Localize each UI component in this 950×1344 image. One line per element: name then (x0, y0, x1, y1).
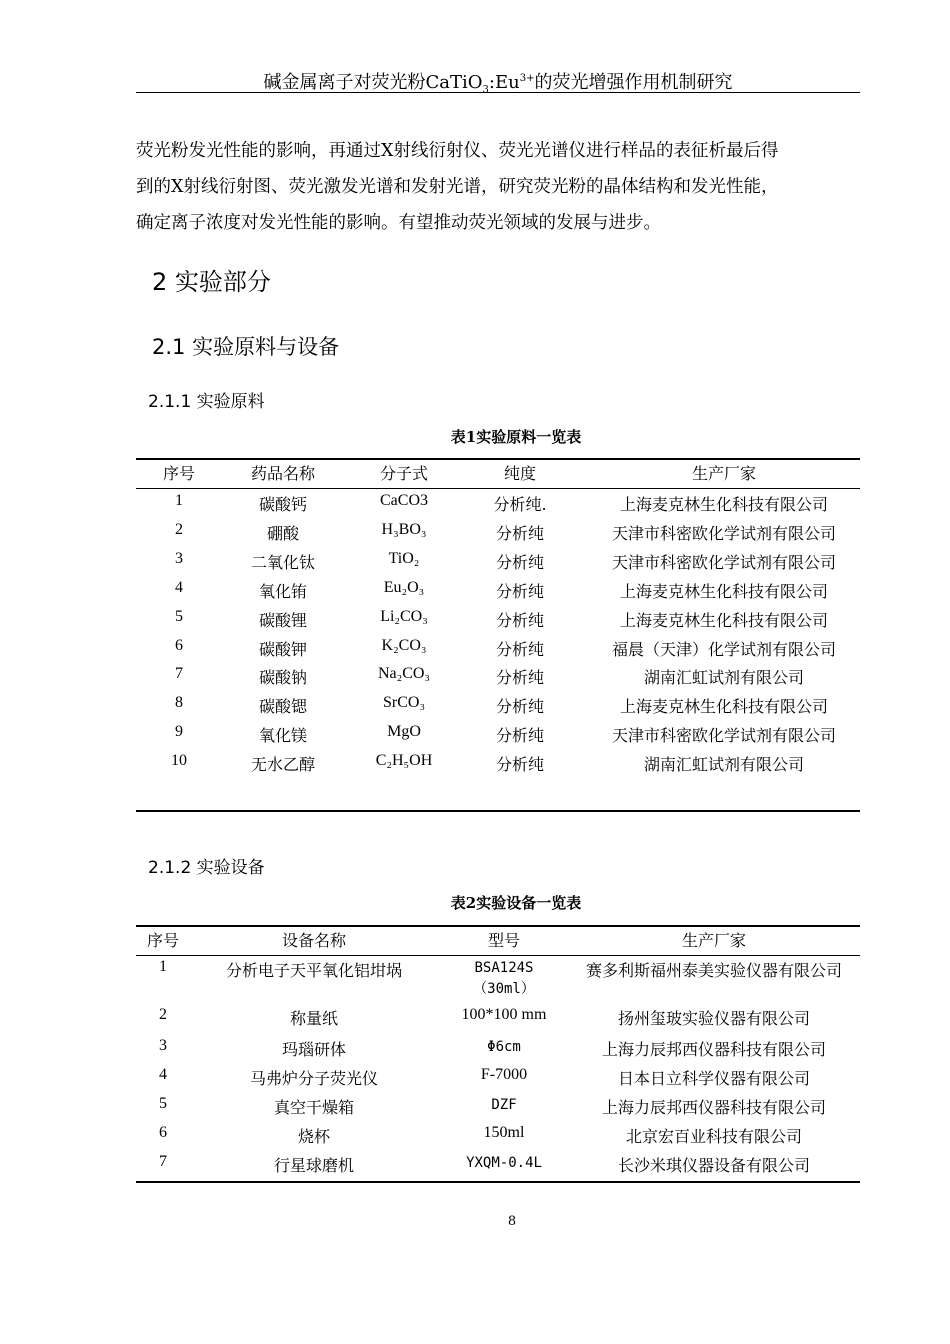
table1-bottom-rule (136, 810, 860, 812)
header-title-part: 的荧光增强作用机制研究 (534, 72, 733, 93)
table2-cell-maker: 日本日立科学仪器有限公司 (617, 1069, 810, 1088)
running-header (136, 66, 860, 96)
table1-cell-name: 二氧化钛 (250, 553, 315, 572)
table2-cell-maker: 赛多利斯福州泰美实验仪器有限公司 (585, 961, 842, 980)
section-heading: 2 实验部分 (152, 268, 271, 296)
header-subscript: 3 (482, 84, 489, 96)
table1-cell-name: 碳酸钠 (258, 668, 307, 687)
table1-top-rule (136, 458, 860, 460)
subsection-heading: 2.1 实验原料与设备 (152, 335, 340, 359)
table1-cell-purity: 分析纯 (495, 640, 544, 659)
table2-cell-model: BSA124S (474, 960, 534, 976)
table2-cell-no: 4 (159, 1066, 167, 1083)
table2-cell-no: 7 (159, 1153, 167, 1170)
table2-cell-maker: 长沙米琪仪器设备有限公司 (617, 1156, 810, 1175)
table1-cell-no: 10 (171, 752, 187, 769)
table1-header-rule (136, 488, 860, 489)
table2-cell-no: 3 (159, 1037, 167, 1054)
subsubsection-heading-equipment: 2.1.2 实验设备 (148, 858, 265, 878)
table2-cell-no: 1 (159, 958, 167, 975)
table2-header-rule (136, 955, 860, 956)
table2-cell-name: 玛瑙研体 (281, 1040, 346, 1059)
table1-cell-formula: Na₂CO₃ (377, 665, 431, 682)
table1-cell-formula: K₂CO₃ (381, 637, 427, 654)
table2-cell-model: 100*100 mm (461, 1006, 547, 1023)
table1-cell-name: 氧化镁 (258, 726, 307, 745)
table1-cell-name: 碳酸锂 (258, 611, 307, 630)
table2-cell-model: Φ6cm (487, 1039, 521, 1055)
table2-cell-model-line2: （30ml） (473, 981, 535, 997)
table1-cell-purity: 分析纯 (495, 697, 544, 716)
table2-top-rule (136, 925, 860, 927)
table1-cell-maker: 天津市科密欧化学试剂有限公司 (611, 553, 836, 572)
table2-cell-maker: 上海力辰邦西仪器科技有限公司 (601, 1098, 826, 1117)
table1-cell-maker: 天津市科密欧化学试剂有限公司 (611, 524, 836, 543)
table2-caption: 表2实验设备一览表 (450, 894, 582, 912)
header-title-part: :Eu (488, 72, 520, 93)
table1-cell-name: 无水乙醇 (250, 755, 315, 774)
table1-cell-formula: H₃BO₃ (381, 521, 427, 538)
table1-cell-maker: 上海麦克林生化科技有限公司 (619, 611, 828, 630)
table1-cell-formula: MgO (387, 723, 421, 740)
table1-cell-no: 3 (175, 550, 183, 567)
paragraph-line: 荧光粉发光性能的影响，再通过X射线衍射仪、荧光光谱仪进行样品的表征析最后得 (136, 141, 779, 161)
page-number: 8 (507, 1214, 517, 1229)
table1-cell-formula: SrCO₃ (382, 694, 426, 711)
body-paragraph (136, 133, 860, 241)
table2-cell-name: 烧杯 (297, 1127, 330, 1146)
table1-cell-formula: Li₂CO₃ (380, 608, 428, 625)
table1-cell-no: 4 (175, 579, 183, 596)
table1-cell-purity: 分析纯 (495, 755, 544, 774)
table1-cell-maker: 天津市科密欧化学试剂有限公司 (611, 726, 836, 745)
table2-header-cell: 设备名称 (281, 931, 346, 950)
table1-header-cell: 药品名称 (250, 464, 315, 483)
table1-header-cell: 生产厂家 (691, 464, 756, 483)
table1-cell-name: 碳酸钙 (258, 495, 307, 514)
table1-cell-name: 碳酸钾 (258, 640, 307, 659)
table1-cell-no: 5 (175, 608, 183, 625)
table1-header-cell: 序号 (162, 464, 195, 483)
table1-cell-formula: CaCO3 (380, 492, 428, 509)
table1-cell-no: 7 (175, 665, 183, 682)
header-title-part: 碱金属离子对荧光粉CaTiO (263, 72, 483, 93)
table1-cell-purity: 分析纯. (493, 495, 547, 514)
table2-header-cell: 序号 (146, 931, 179, 950)
table1-cell-no: 2 (175, 521, 183, 538)
table1-cell-maker: 上海麦克林生化科技有限公司 (619, 495, 828, 514)
table1-cell-formula: TiO₂ (388, 550, 420, 567)
table2-cell-name: 称量纸 (289, 1009, 338, 1028)
table1-cell-name: 氧化铕 (258, 582, 307, 601)
table1-cell-name: 碳酸锶 (258, 697, 307, 716)
table2-cell-name: 行星球磨机 (273, 1156, 354, 1175)
subsubsection-heading-materials: 2.1.1 实验原料 (148, 392, 265, 412)
table1-cell-no: 1 (175, 492, 183, 509)
table2-cell-model: YXQM-0.4L (466, 1155, 542, 1171)
table2-cell-no: 5 (159, 1095, 167, 1112)
table1-cell-purity: 分析纯 (495, 611, 544, 630)
table1-cell-maker: 上海麦克林生化科技有限公司 (619, 697, 828, 716)
table1-cell-no: 6 (175, 637, 183, 654)
table1-cell-formula: C₂H₅OH (375, 752, 433, 769)
table2-cell-no: 2 (159, 1006, 167, 1023)
table1-cell-maker: 湖南汇虹试剂有限公司 (643, 755, 804, 774)
table2-cell-maker: 扬州玺玻实验仪器有限公司 (617, 1009, 810, 1028)
table2-cell-model: 150ml (483, 1124, 525, 1141)
table1-cell-purity: 分析纯 (495, 553, 544, 572)
table2-header-cell: 型号 (487, 931, 520, 950)
table1-cell-purity: 分析纯 (495, 524, 544, 543)
table2-header-cell: 生产厂家 (681, 931, 746, 950)
table1-cell-maker: 上海麦克林生化科技有限公司 (619, 582, 828, 601)
table1-cell-purity: 分析纯 (495, 582, 544, 601)
paragraph-line: 确定离子浓度对发光性能的影响。有望推动荧光领域的发展与进步。 (136, 213, 661, 233)
table2-cell-no: 6 (159, 1124, 167, 1141)
header-superscript: 3+ (519, 73, 535, 84)
table1-cell-no: 9 (175, 723, 183, 740)
paragraph-line: 到的X射线衍射图、荧光激发光谱和发射光谱，研究荧光粉的晶体结构和发光性能， (136, 177, 779, 197)
table1-caption: 表1实验原料一览表 (450, 428, 582, 446)
table2-cell-maker: 上海力辰邦西仪器科技有限公司 (601, 1040, 826, 1059)
table1-cell-no: 8 (175, 694, 183, 711)
table2-cell-name: 真空干燥箱 (273, 1098, 354, 1117)
table1-cell-name: 硼酸 (266, 524, 299, 543)
table2-cell-maker: 北京宏百业科技有限公司 (625, 1127, 802, 1146)
table2-cell-model: DZF (491, 1097, 517, 1113)
table2-cell-name: 分析电子天平氧化铝坩埚 (225, 961, 402, 980)
table1-header-cell: 分子式 (379, 464, 428, 483)
table2-bottom-rule (136, 1181, 860, 1183)
table1-cell-purity: 分析纯 (495, 726, 544, 745)
table1-header-cell: 纯度 (503, 464, 536, 483)
table2-cell-model: F-7000 (480, 1066, 528, 1083)
table1-cell-purity: 分析纯 (495, 668, 544, 687)
table1-cell-formula: Eu₂O₃ (383, 579, 425, 596)
table1-cell-maker: 湖南汇虹试剂有限公司 (643, 668, 804, 687)
table1-cell-maker: 福晨（天津）化学试剂有限公司 (611, 640, 836, 659)
table2-cell-name: 马弗炉分子荧光仪 (249, 1069, 378, 1088)
